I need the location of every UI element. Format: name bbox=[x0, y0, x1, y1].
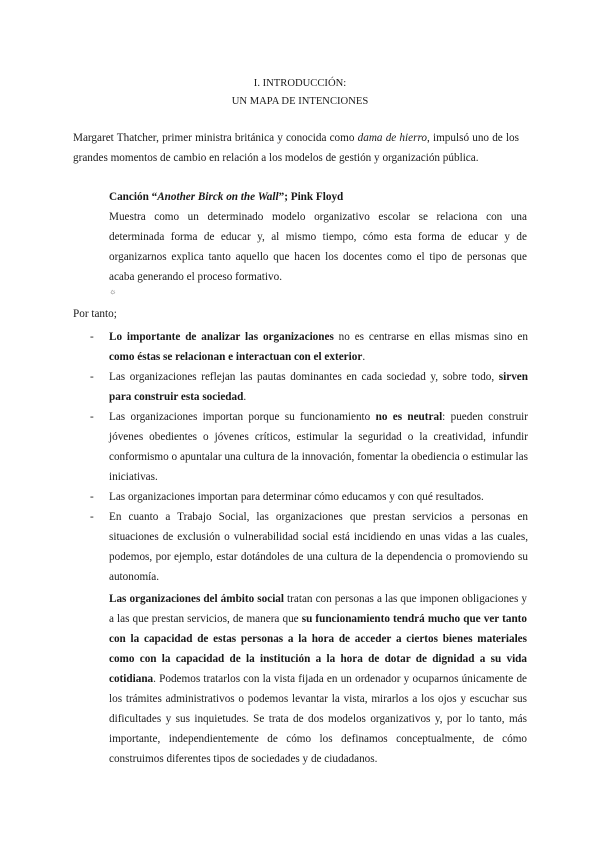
list-item bbox=[73, 367, 528, 407]
song-description: Muestra como un determinado modelo organizativo escolar se relaciona con una determinada forma de educar y, al mismo tiempo, cómo esta forma de educar y de organizarnos explica tanto aquello que hacen los docentes como el tipo de personas que acaba generando el proceso formativo. bbox=[109, 211, 527, 283]
bullet-text: : pueden construir jóvenes obedientes o jóvenes críticos, estimular la seguridad o la creatividad, infundir conformismo o apuntalar una cultura de la innovación, fomentar la obediencia o estimular las iniciativas. bbox=[109, 411, 528, 483]
bullet-bold: Lo importante de analizar las organizaciones bbox=[109, 331, 334, 343]
bullet-text: Las organizaciones importan porque su funcionamiento bbox=[109, 411, 376, 423]
intro-italic: dama de hierro bbox=[357, 132, 427, 144]
bullet-dash: - bbox=[90, 491, 94, 503]
bullet-text: En cuanto a Trabajo Social, las organizaciones que prestan servicios a personas en situaciones de exclusión o vulnerabilidad social está incidiendo en unas vidas a las cuales, podemos, por ejemplo, estar dotándoles de una cultura de la dependencia o promoviendo su autonomía. bbox=[109, 511, 528, 583]
intro-paragraph bbox=[73, 128, 519, 168]
bullet-list bbox=[73, 327, 528, 587]
closing-text: tratan con personas a las que imponen obligaciones y a las que prestan servicios, de manera que bbox=[109, 593, 527, 625]
sun-mark-icon: ☼ bbox=[109, 287, 117, 296]
bullet-bold: sirven para construir esta sociedad bbox=[109, 371, 528, 403]
song-label-post: ”; Pink Floyd bbox=[278, 191, 344, 203]
intro-text-2: , impulsó uno de los grandes momentos de cambio en relación a los modelos de gestión y organización pública. bbox=[73, 132, 519, 164]
bullet-text: . bbox=[243, 391, 247, 403]
list-item bbox=[73, 407, 528, 487]
bullet-dash: - bbox=[90, 411, 94, 423]
bullet-bold: como éstas se relacionan e interactuan con el exterior bbox=[109, 351, 363, 363]
list-item bbox=[73, 487, 528, 507]
closing-bold: su funcionamiento tendrá mucho que ver tanto con la capacidad de estas personas a la hora de acceder a ciertos bienes materiales como con la capacidad de la institución a la hora de dotar de dignidad a su vida cotidiana bbox=[109, 613, 527, 685]
song-label-pre: Canción “ bbox=[109, 191, 158, 203]
closing-text: . Podemos tratarlos con la vista fijada en un ordenador y ocuparnos únicamente de los trámites administrativos o podemos levantar la vista, mirarlos a los ojos y escuchar sus dificultades y sus inquietudes. Se trata de dos modelos organizativos y, por lo tanto, más importante, independientemente de cómo los definamos conceptualmente, de cómo construimos diferentes tipos de sociedades y de ciudadanos. bbox=[109, 673, 527, 765]
bullet-text: no es centrarse en ellas mismas sino en bbox=[333, 331, 528, 343]
bullet-dash: - bbox=[90, 371, 94, 383]
heading-line-2: UN MAPA DE INTENCIONES bbox=[231, 96, 369, 107]
bullet-text: . bbox=[362, 351, 366, 363]
heading-line-1: I. INTRODUCCIÓN: bbox=[253, 78, 347, 89]
bullet-text: Las organizaciones reflejan las pautas dominantes en cada sociedad y, sobre todo, bbox=[109, 371, 499, 383]
list-item bbox=[73, 507, 528, 587]
closing-bold: Las organizaciones del ámbito social bbox=[109, 593, 285, 605]
bullet-dash: - bbox=[90, 511, 94, 523]
bullet-bold: no es neutral bbox=[375, 411, 443, 423]
intro-text-1: Margaret Thatcher, primer ministra británica y conocida como bbox=[73, 132, 358, 144]
bullet-text: Las organizaciones importan para determinar cómo educamos y con qué resultados. bbox=[109, 491, 484, 503]
por-tanto-label: Por tanto; bbox=[73, 308, 117, 320]
section-heading bbox=[0, 75, 600, 111]
closing-paragraph bbox=[109, 589, 527, 769]
song-title: Another Birck on the Wall bbox=[157, 191, 279, 203]
song-block bbox=[109, 187, 527, 287]
bullet-dash: - bbox=[90, 331, 94, 343]
list-item bbox=[73, 327, 528, 367]
song-label bbox=[109, 187, 527, 207]
